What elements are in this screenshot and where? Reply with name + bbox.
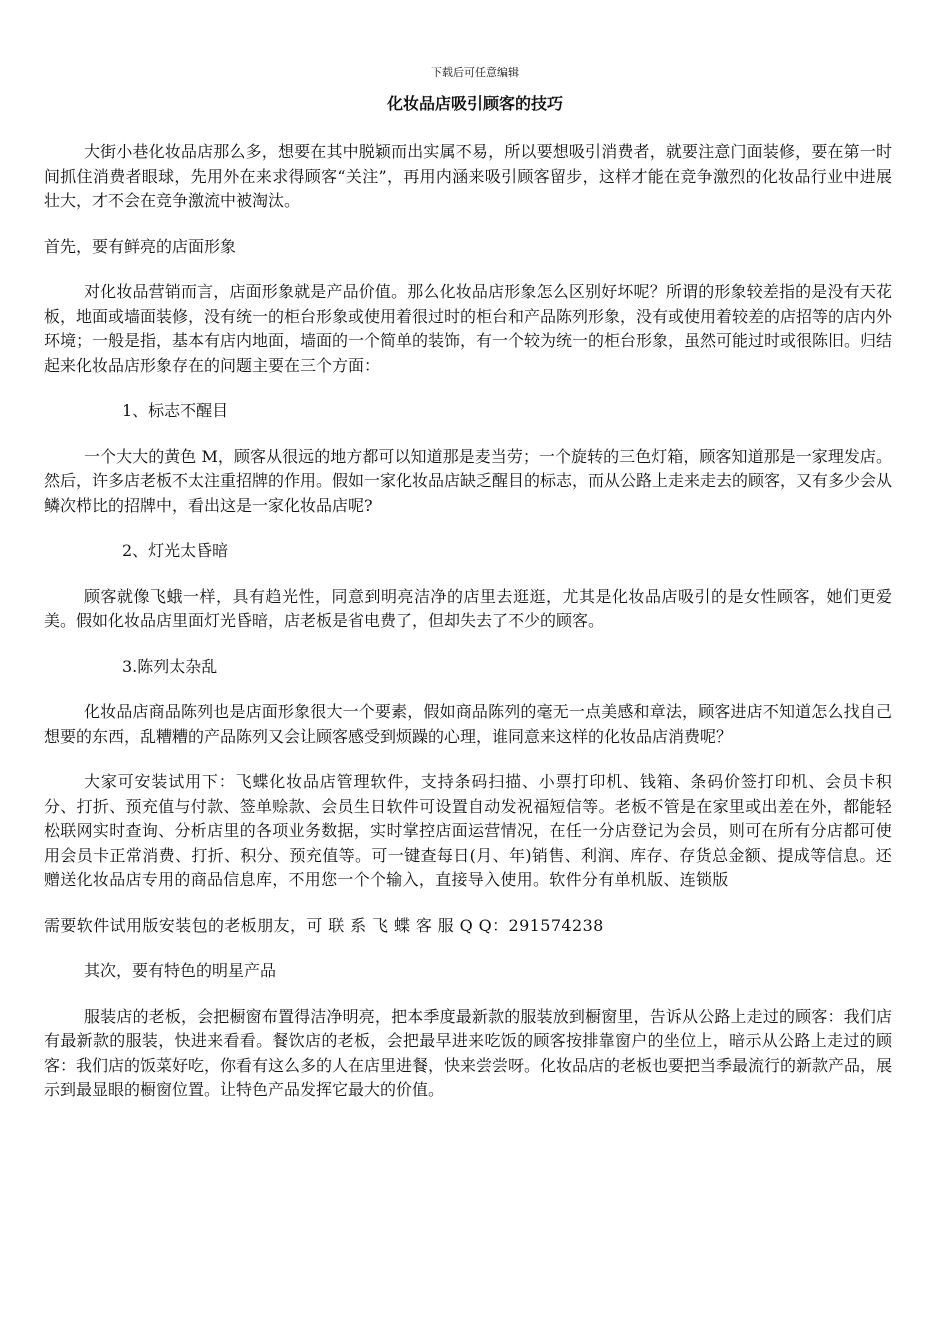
header-note: 下载后可任意编辑	[431, 66, 519, 79]
point2-heading: 2、灯光太昏暗	[122, 541, 229, 560]
point1-paragraph: 一个大大的黄色 M，顾客从很远的地方都可以知道那是麦当劳；一个旋转的三色灯箱，顾客知道那是一家理发店。然后，许多店老板不太注重招牌的作用。假如一家化妆品店缺乏醒目的标志，而从公路上走来走去的顾客，又有多少会从鳞次栉比的招牌中，看出这是一家化妆品店呢?	[44, 446, 893, 515]
document-title: 化妆品店吸引顾客的技巧	[386, 94, 563, 113]
point1-heading: 1、标志不醒目	[122, 401, 229, 420]
intro-paragraph: 大街小巷化妆品店那么多，想要在其中脱颖而出实属不易，所以要想吸引消费者，就要注意门面装修，要在第一时间抓住消费者眼球，先用外在来求得顾客“关注”，再用内涵来吸引顾客留步，这样才能在竞争激烈的化妆品行业中进展壮大，才不会在竞争激流中被淘汰。	[44, 142, 892, 210]
section1-heading: 首先，要有鲜亮的店面形象	[44, 236, 237, 256]
point2-paragraph: 顾客就像飞蛾一样，具有趋光性，同意到明亮洁净的店里去逛逛，尤其是化妆品店吸引的是女性顾客，她们更爱美。假如化妆品店里面灯光昏暗，店老板是省电费了，但却失去了不少的顾客。	[44, 586, 892, 630]
section2-heading: 其次，要有特色的明星产品	[84, 961, 277, 980]
section2-paragraph: 服装店的老板，会把橱窗布置得洁净明亮，把本季度最新款的服装放到橱窗里，告诉从公路上走过的顾客：我们店有最新款的服装，快进来看看。餐饮店的老板，会把最早进来吃饭的顾客按排靠窗户的坐位上，暗示从公路上走过的顾客：我们店的饭菜好吃，你看有这么多的人在店里进餐，快来尝尝呀。化妆品店的老板也要把当季最流行的新款产品，展示到最显眼的橱窗位置。让特色产品发挥它最大的价值。	[44, 1006, 893, 1099]
point3-paragraph: 化妆品店商品陈列也是店面形象很大一个要素，假如商品陈列的毫无一点美感和章法，顾客进店不知道怎么找自己想要的东西，乱糟糟的产品陈列又会让顾客感受到烦躁的心理，谁同意来这样的化妆品店消费呢？	[44, 702, 892, 746]
document-body	[44, 140, 892, 1124]
point3-heading: 3.陈列太杂乱	[122, 656, 218, 676]
contact-line: 需要软件试用版安装包的老板朋友，可 联 系 飞 蝶 客 服 Q Q：291574238	[44, 915, 604, 935]
section1-paragraph: 对化妆品营销而言，店面形象就是产品价值。那么化妆品店形象怎么区别好坏呢？所谓的形象较差指的是没有天花板，地面或墙面装修，没有统一的柜台形象或使用着很过时的柜台和产品陈列形象，没有或使用着较差的店招等的店内外环境；一般是指，基本有店内地面，墙面的一个简单的装饰，有一个较为统一的柜台形象，虽然可能过时或很陈旧。归结起来化妆品店形象存在的问题主要在三个方面：	[44, 282, 893, 375]
promo-paragraph: 大家可安装试用下：飞蝶化妆品店管理软件，支持条码扫描、小票打印机、钱箱、条码价签打印机、会员卡积分、打折、预充值与付款、签单赊款、会员生日软件可设置自动发祝福短信等。老板不管是在家里或出差在外，都能轻松联网实时查询、分析店里的各项业务数据，实时掌控店面运营情况，在任一分店登记为会员，则可在所有分店都可使用会员卡正常消费、打折、积分、预充值等。可一键查每日(月、年)销售、利润、库存、存货总金额、提成等信息。还赠送化妆品店专用的商品信息库，不用您一个个输入，直接导入使用。软件分有单机版、连锁版	[44, 772, 892, 889]
